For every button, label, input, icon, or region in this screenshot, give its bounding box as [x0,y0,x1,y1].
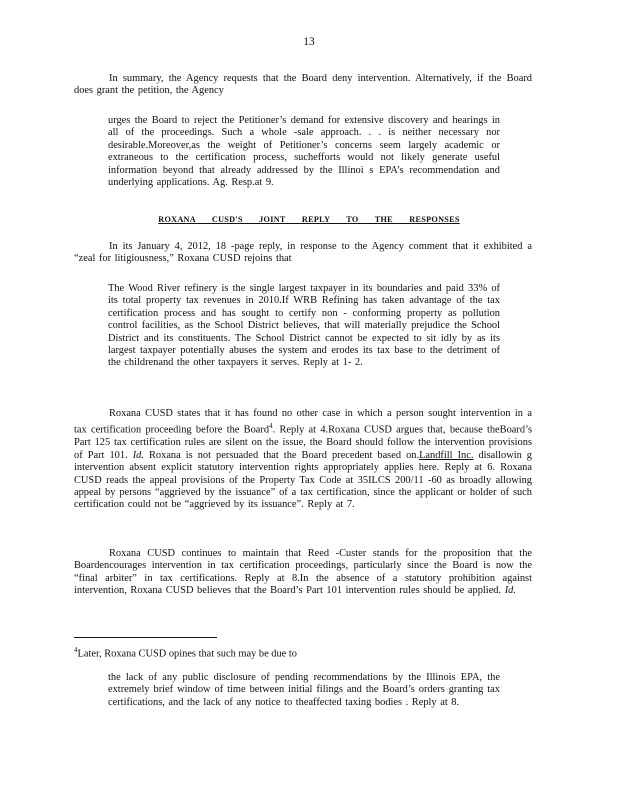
footnote-block-quote: the lack of any public disclosure of pending recommendations by the Illinois EPA, the extremely brief window of time between initial filings and the Board’s orders granting tax certifications, and the lack of any notice to theaffected taxing bodies . Reply at 8. [108,672,500,708]
section-heading: ROXANA CUSD'S JOINT REPLY TO THE RESPONSES [158,215,460,224]
paragraph-text: Roxana CUSD continues to maintain that Reed -Custer stands for the proposition that the Boardencourages intervention in tax certification proceedings, particularly since the Board is now the “final arbiter” in tax certifications. Reply at 8.In the absence of a statutory prohibition against intervention, Roxana CUSD believes that the Board’s Part 101 intervention rules should be applied. [74,548,532,597]
roxana-block-quote: The Wood River refinery is the single largest taxpayer in its boundaries and paid 33% of its total property tax revenues in 2010.If WRB Refining has taken advantage of the tax certification process and has sought to certify non - conforming property as pollution control facilities, as the School District believes, that will materially prejudice the School District and its constituents. The School District cannot be expected to sit idly by as its largest taxpayer potentially abuses the system and erodes its tax base to the detriment of the childrenand the other taxpayers it serves. Reply at 1- 2. [108,283,500,369]
reed-custer-paragraph [74,548,532,598]
footnote-text: Later, Roxana CUSD opines that such may be due to [77,648,297,660]
footnote-divider [74,637,217,638]
citation-id: Id. [504,585,516,597]
case-name: Landfill Inc. [419,449,474,461]
paragraph-text: Roxana is not persuaded that the Board precedent based on. [143,449,420,461]
footnote-number: 4 [74,646,78,654]
page-number: 13 [303,36,315,48]
paragraph-text: Roxana CUSD states that it has found no other case in which a person sought intervention in a tax certification proceeding before the Board [74,408,532,436]
agency-block-quote: urges the Board to reject the Petitioner’s demand for extensive discovery and hearings in all of the proceedings. Such a whole -sale approach. . . is neither necessary nor desirable.Moreover,as the weight of Petitioner’s concerns seem largely academic or extraneous to the certification process, suchefforts would not likely generate useful information beyond that already addressed by the Illinoi s EPA’s recommendation and underlying applications. Ag. Resp.at 9. [108,115,500,189]
citation-id: Id. [132,449,144,461]
intervention-paragraph [74,408,532,512]
paragraph-text: disallowin g intervention absent explicit statutory intervention rights appropriately applies here. Reply at 6. Roxana CUSD reads the appeal provisions of the Property Tax Code at 35ILCS 200/11 -60 as broadly allowing appeal by persons “aggrieved by the issuance” of a tax certification, since the applicant or holder of such certification could not be “aggrieved by its issuance”. Reply at 7. [74,449,533,511]
footnote [74,646,297,659]
paragraph-text: . Reply at 4.Roxana CUSD argues that, because theBoard’s Part 125 tax certification rules are silent on the issue, the Board should follow the intervention provisions of Part 101. [74,424,532,461]
footnote-reference: 4 [269,422,273,431]
reply-intro-paragraph: In its January 4, 2012, 18 -page reply, in response to the Agency comment that it exhibited a “zeal for litigiousness,” Roxana CUSD rejoins that [74,241,532,265]
summary-paragraph: In summary, the Agency requests that the Board deny intervention. Alternatively, if the Board does grant the petition, the Agency [74,73,532,97]
